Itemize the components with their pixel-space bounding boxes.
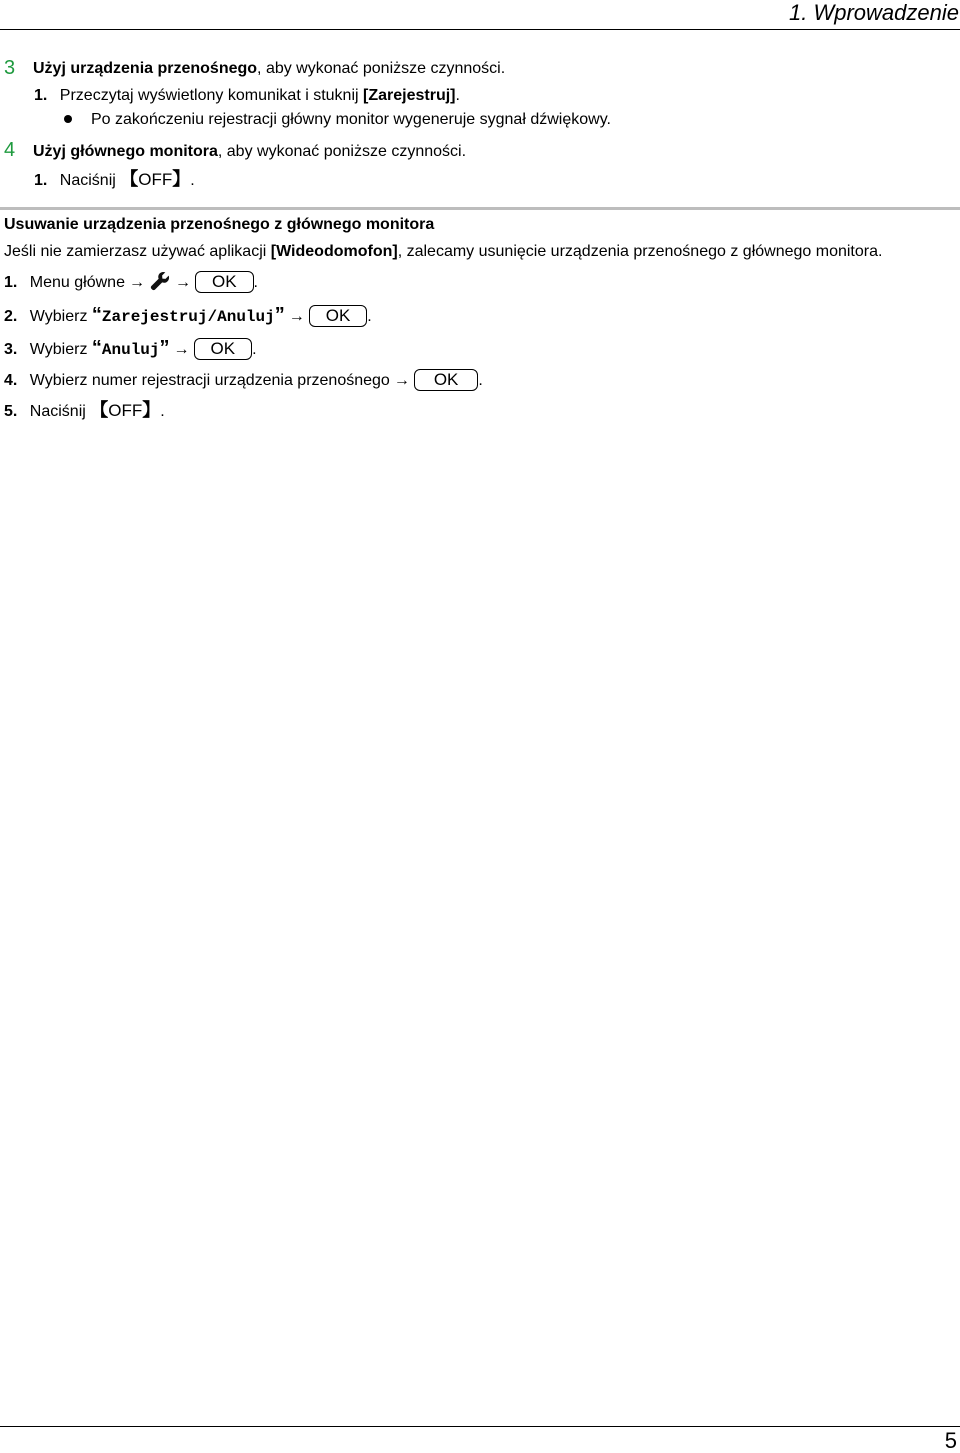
step-4-1-text: Naciśnij bbox=[59, 172, 121, 189]
step-3-device: Użyj urządzenia przenośnego bbox=[33, 60, 258, 77]
cancel-menu-item: Anuluj bbox=[101, 341, 160, 359]
remove-step-2-end: . bbox=[367, 308, 372, 325]
bullet-icon bbox=[64, 115, 72, 123]
page-number: 5 bbox=[944, 1428, 957, 1453]
step-3-1-number: 1. bbox=[34, 87, 48, 104]
remove-step-2-text: Wybierz bbox=[29, 308, 92, 325]
arrow-icon: → bbox=[128, 274, 145, 292]
key-bracket-close: 】 bbox=[142, 400, 161, 420]
step-4-device: Użyj głównego monitora bbox=[33, 143, 218, 160]
off-key: OFF bbox=[108, 401, 143, 420]
remove-step-5-text: Naciśnij bbox=[29, 403, 91, 420]
step-4-1-number: 1. bbox=[34, 172, 48, 189]
remove-step-2 bbox=[4, 305, 372, 328]
step-3-1-text: Przeczytaj wyświetlony komunikat i stuknij bbox=[59, 87, 364, 104]
remove-step-1 bbox=[4, 272, 258, 294]
remove-step-3-end: . bbox=[252, 341, 257, 358]
ok-button[interactable]: OK bbox=[414, 369, 479, 391]
arrow-icon: → bbox=[174, 274, 191, 292]
remove-step-1-end: . bbox=[253, 274, 258, 292]
videophone-app-key: [Wideodomofon] bbox=[270, 243, 398, 260]
register-key: [Zarejestruj] bbox=[363, 87, 456, 104]
key-bracket-open: 【 bbox=[90, 400, 109, 420]
quote-close: ” bbox=[274, 304, 285, 326]
quote-open: “ bbox=[91, 337, 102, 359]
arrow-icon: → bbox=[393, 372, 410, 390]
footer-rule bbox=[0, 1426, 960, 1427]
register-cancel-menu-item: Zarejestruj/Anuluj bbox=[101, 308, 275, 326]
arrow-icon: → bbox=[173, 341, 190, 358]
remove-step-5-number: 5. bbox=[4, 403, 18, 420]
ok-button[interactable]: OK bbox=[194, 338, 253, 360]
step-4-rest: , aby wykonać poniższe czynności. bbox=[217, 143, 467, 160]
remove-step-3-text: Wybierz bbox=[29, 341, 92, 358]
header-rule bbox=[0, 29, 960, 30]
remove-step-3 bbox=[4, 338, 257, 361]
key-bracket-close: 】 bbox=[172, 169, 191, 189]
remove-step-2-number: 2. bbox=[4, 308, 18, 325]
step-4-1-end: . bbox=[190, 172, 195, 189]
step-3-number: 3 bbox=[4, 57, 16, 79]
key-bracket-open: 【 bbox=[120, 169, 139, 189]
remove-step-4-end: . bbox=[478, 372, 483, 390]
remove-step-4-number: 4. bbox=[4, 372, 18, 390]
section-intro-b: , zalecamy usunięcie urządzenia przenośnego z głównego monitora. bbox=[397, 243, 883, 260]
section-title: Usuwanie urządzenia przenośnego z głównego monitora bbox=[4, 216, 435, 233]
step-3-note-text: Po zakończeniu rejestracji główny monitor wygeneruje sygnał dźwiękowy. bbox=[91, 111, 611, 128]
remove-step-5 bbox=[4, 400, 165, 422]
quote-open: “ bbox=[91, 304, 102, 326]
remove-step-5-end: . bbox=[160, 403, 165, 420]
ok-button[interactable]: OK bbox=[195, 271, 254, 293]
remove-step-1-text: Menu główne bbox=[29, 274, 125, 292]
step-4-text bbox=[33, 142, 466, 162]
remove-step-4-text: Wybierz numer rejestracji urządzenia przenośnego bbox=[29, 372, 390, 390]
remove-step-1-number: 1. bbox=[4, 274, 18, 292]
section-rule bbox=[0, 207, 960, 210]
step-3-rest: , aby wykonać poniższe czynności. bbox=[257, 60, 506, 77]
step-4-1 bbox=[34, 169, 195, 191]
step-3-1-end: . bbox=[455, 87, 460, 104]
wrench-icon bbox=[149, 270, 171, 292]
arrow-icon: → bbox=[288, 308, 305, 325]
remove-step-4 bbox=[4, 370, 483, 392]
ok-button[interactable]: OK bbox=[309, 305, 368, 327]
section-intro bbox=[4, 242, 882, 262]
step-3-note bbox=[64, 110, 611, 130]
step-3-text bbox=[33, 59, 505, 79]
remove-step-3-number: 3. bbox=[4, 341, 18, 358]
step-3-1 bbox=[34, 86, 460, 106]
chapter-title: 1. Wprowadzenie bbox=[789, 0, 959, 25]
section-intro-a: Jeśli nie zamierzasz używać aplikacji bbox=[4, 243, 271, 260]
step-4-number: 4 bbox=[4, 139, 16, 161]
off-key: OFF bbox=[138, 170, 173, 189]
quote-close: ” bbox=[159, 337, 170, 359]
